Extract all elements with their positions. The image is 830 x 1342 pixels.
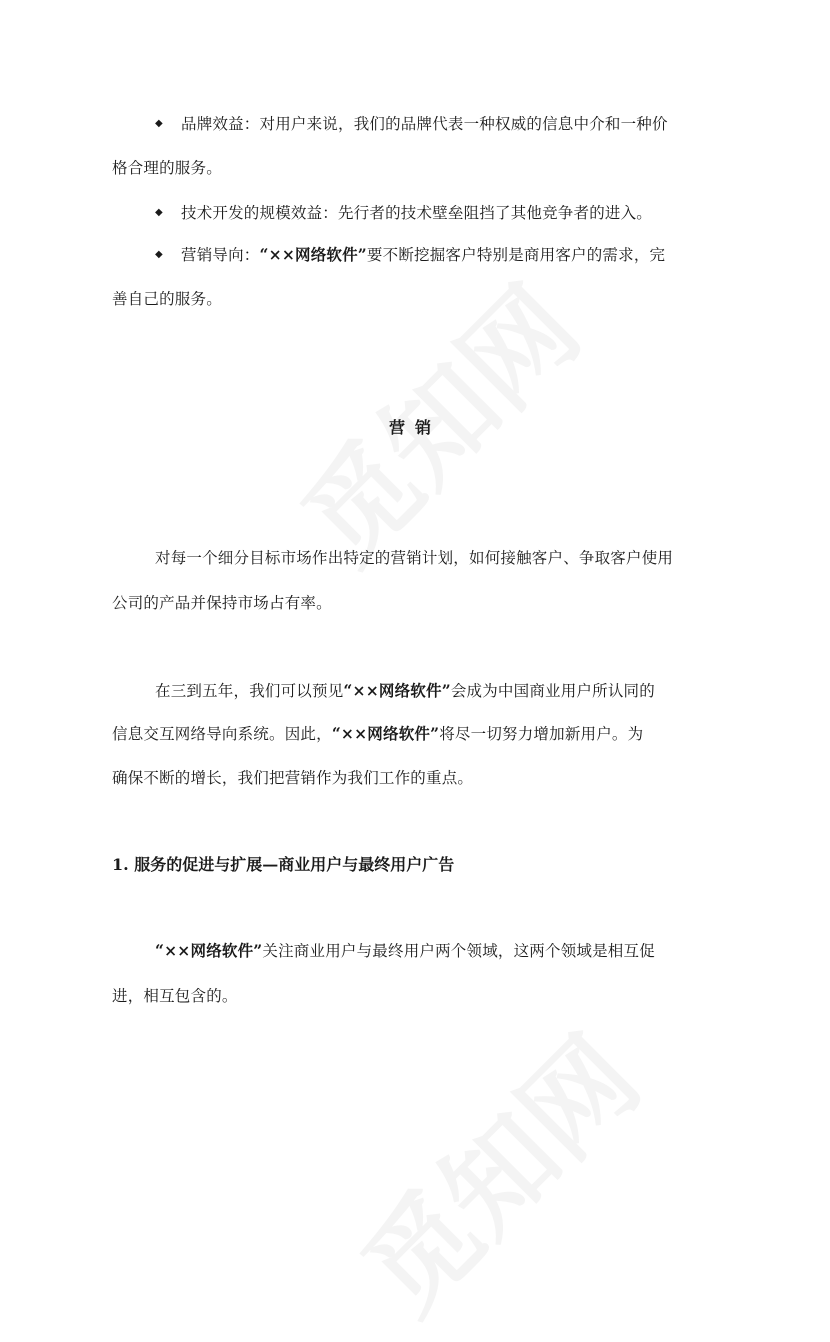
paragraph-line: 对每一个细分目标市场作出特定的营销计划，如何接触客户、争取客户使用 bbox=[155, 549, 674, 567]
paragraph-line bbox=[112, 724, 643, 744]
bullet-diamond-icon: ◆ bbox=[155, 207, 163, 218]
paragraph-text: 在三到五年，我们可以预见 bbox=[155, 682, 344, 700]
product-name: “××网络软件” bbox=[343, 681, 451, 700]
bullet-text-post: 要不断挖掘客户特别是商用客户的需求，完 bbox=[366, 246, 666, 264]
bullet-text: 品牌效益：对用户来说，我们的品牌代表一种权威的信息中介和一种价 bbox=[181, 115, 668, 133]
paragraph-text: 信息交互网络导向系统。因此， bbox=[112, 725, 332, 743]
paragraph-line: 进，相互包含的。 bbox=[112, 987, 238, 1005]
paragraph-text: 会成为中国商业用户所认同的 bbox=[450, 682, 655, 700]
paragraph-text: 将尽一切努力增加新用户。为 bbox=[439, 725, 644, 743]
paragraph-line bbox=[155, 941, 655, 961]
bullet-text: 善自己的服务。 bbox=[112, 290, 222, 308]
bullet-text bbox=[181, 245, 665, 265]
bullet-diamond-icon: ◆ bbox=[155, 249, 163, 260]
paragraph-line bbox=[155, 681, 655, 701]
bullet-text: 格合理的服务。 bbox=[112, 159, 222, 177]
product-name: “××网络软件” bbox=[155, 941, 263, 960]
product-name: “××网络软件” bbox=[331, 724, 440, 743]
watermark bbox=[322, 996, 667, 1341]
bullet-text: 技术开发的规模效益：先行者的技术壁垒阻挡了其他竞争者的进入。 bbox=[181, 204, 653, 222]
bullet-diamond-icon: ◆ bbox=[155, 118, 163, 129]
product-name: “××网络软件” bbox=[259, 245, 367, 264]
section-title: 营销 bbox=[388, 418, 441, 437]
subheading: 1. 服务的促进与扩展—商业用户与最终用户广告 bbox=[112, 855, 455, 874]
paragraph-text: 关注商业用户与最终用户两个领域，这两个领域是相互促 bbox=[262, 942, 655, 960]
bullet-text-pre: 营销导向： bbox=[181, 246, 260, 264]
paragraph-line: 确保不断的增长，我们把营销作为我们工作的重点。 bbox=[112, 769, 474, 787]
paragraph-line: 公司的产品并保持市场占有率。 bbox=[112, 594, 332, 612]
